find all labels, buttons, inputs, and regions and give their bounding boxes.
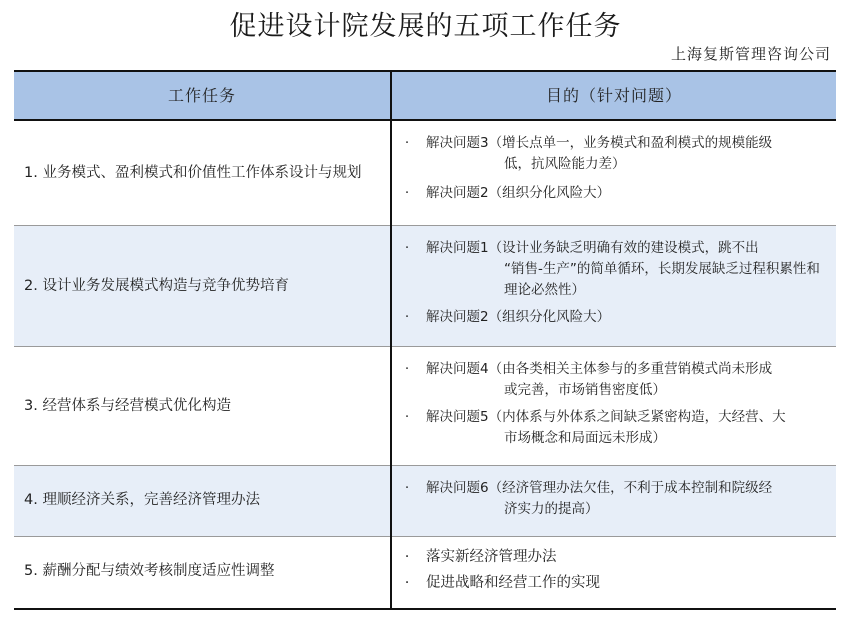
task-cell: 4. 理顺经济关系，完善经济管理办法 (24, 492, 260, 508)
task-cell: 2. 设计业务发展模式构造与竞争优势培育 (24, 278, 289, 294)
goal-cell (400, 133, 832, 208)
goal-item: · 解决问题1（设计业务缺乏明确有效的建设模式，跳不出 “销售-生产”的简单循环，长期发展缺乏过程积累性和理论必然性） (400, 238, 832, 301)
header-task: 工作任务 (167, 86, 236, 105)
goal-cell (400, 478, 832, 524)
bullet-icon: · (404, 575, 410, 591)
goal-item: · 解决问题4（由各类相关主体参与的多重营销模式尚未形成 或完善，市场销售密度低） (400, 359, 832, 401)
goal-cell (400, 238, 832, 332)
company-name: 上海复斯管理咨询公司 (670, 45, 831, 63)
goal-cell (400, 545, 832, 599)
task-cell: 1. 业务模式、盈利模式和价值性工作体系设计与规划 (24, 164, 362, 181)
bullet-icon: · (404, 309, 410, 325)
goal-item: · 解决问题2（组织分化风险大） (400, 183, 832, 204)
bullet-icon: · (404, 361, 410, 377)
page-title: 促进设计院发展的五项工作任务 (229, 11, 622, 42)
bullet-icon: · (404, 240, 410, 256)
bullet-icon: · (404, 409, 410, 425)
bullet-icon: · (404, 549, 410, 565)
table-row (14, 466, 836, 537)
table-row (14, 226, 836, 347)
task-cell: 5. 薪酬分配与绩效考核制度适应性调整 (24, 563, 275, 579)
goal-item: · 促进战略和经营工作的实现 (400, 571, 832, 595)
table-row (14, 121, 836, 226)
table-row (14, 347, 836, 466)
task-cell: 3. 经营体系与经营模式优化构造 (24, 398, 231, 414)
bullet-icon: · (404, 135, 410, 151)
goal-item: · 落实新经济管理办法 (400, 545, 832, 569)
goal-item: · 解决问题3（增长点单一，业务模式和盈利模式的规模能级 低，抗风险能力差） (400, 133, 832, 175)
header-goal: 目的（针对问题） (545, 86, 682, 105)
goal-item: · 解决问题6（经济管理办法欠佳，不利于成本控制和院级经 济实力的提高） (400, 478, 832, 520)
goal-item: · 解决问题2（组织分化风险大） (400, 307, 832, 328)
goal-item: · 解决问题5（内体系与外体系之间缺乏紧密构造，大经营、大 市场概念和局面远未形成） (400, 407, 832, 449)
column-divider (390, 72, 392, 608)
bullet-icon: · (404, 480, 410, 496)
table-row (14, 537, 836, 606)
task-table (14, 70, 836, 610)
table-header (14, 72, 836, 121)
bullet-icon: · (404, 185, 410, 201)
goal-cell (400, 359, 832, 453)
